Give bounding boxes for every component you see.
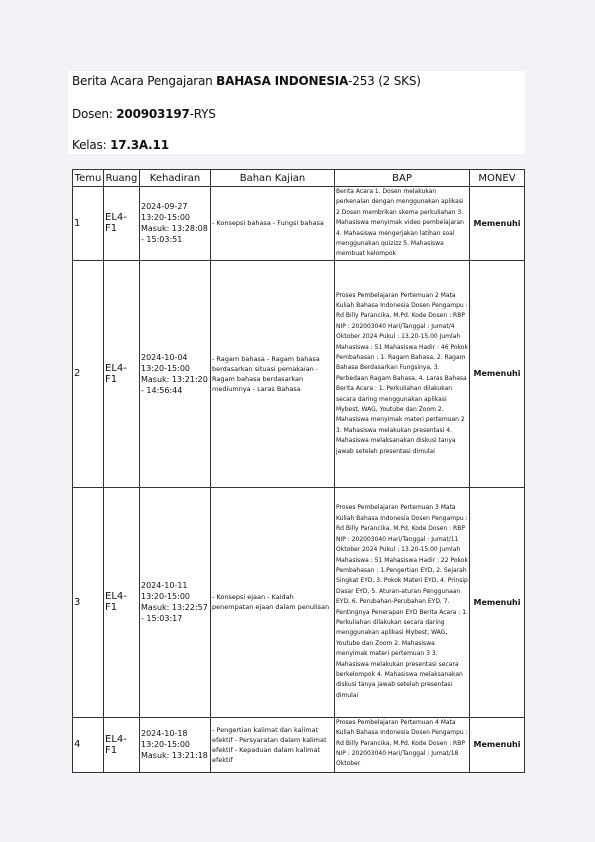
column-header: Ruang — [104, 170, 140, 187]
meeting-number: 4 — [73, 717, 104, 772]
column-header: Kehadiran — [140, 170, 211, 187]
lecturer-code: -RYS — [189, 107, 216, 121]
monev-status: Memenuhi — [470, 187, 525, 261]
lecturer-line — [72, 107, 216, 121]
class-label: Kelas: — [72, 138, 111, 152]
class-line — [72, 138, 169, 152]
course-code: -253 (2 SKS) — [348, 74, 421, 88]
report-text: Proses Pembelajaran Pertemuan 4 Mata Kuliah Bahasa Indonesia Dosen Pengampu : Rd Billy Parancika, M.Pd. Kode Dosen : RBP NIP : 202003040 Hari/Tanggal : Jumat/18 Oktober — [336, 718, 468, 768]
column-header: Bahan Kajian — [211, 170, 335, 187]
column-header: BAP — [335, 170, 470, 187]
study-material: - Konsepsi bahasa - Fungsi bahasa — [211, 187, 335, 261]
monev-status: Memenuhi — [470, 487, 525, 717]
room: EL4-F1 — [104, 717, 140, 772]
table-row — [73, 260, 525, 487]
document-header — [68, 71, 525, 154]
table-header-row — [73, 170, 525, 187]
study-material: - Ragam bahasa - Ragam bahasa berdasarkan situasi pemakaian - Ragam bahasa berdasarkan mediumnya - Laras Bahasa — [211, 260, 335, 487]
table-row — [73, 717, 525, 772]
attendance: 2024-10-11 13:20-15:00 Masuk: 13:22:57 - 15:03:17 — [140, 487, 211, 717]
study-material: - Konsepsi ejaan - Kaidah penempatan ejaan dalam penulisan — [211, 487, 335, 717]
lecturer-label: Dosen: — [72, 107, 117, 121]
teaching-report-table — [72, 169, 525, 773]
room: EL4-F1 — [104, 187, 140, 261]
course-name: BAHASA INDONESIA — [216, 74, 349, 88]
room: EL4-F1 — [104, 260, 140, 487]
meeting-number: 1 — [73, 187, 104, 261]
monev-status: Memenuhi — [470, 260, 525, 487]
report-text: Proses Pembelajaran Pertemuan 3 Mata Kuliah Bahasa Indonesia Dosen Pengampu : Rd Billy Parancika, M.Pd. Kode Dosen : RBP NIP : 202003040 Hari/Tanggal : Jumat/11 Oktober 2024 Pukul : 13.20-15.00 Jumlah Mahasiswa : 51 Mahasiswa Hadir : 22 Pokok Pembahasan : 1.Pengertian EYD, 2. Sejarah Singkat EYD, 3. Pokok Materi EYD, 4. Prinsip Dasar EYD, 5. Aturan-aturan Penggunaan EYD, 6. Perubahan-Perubahan EYD, 7. Pentingnya Penerapan EYD Berita Acara : 1. Perkuliahan dilakukan secara daring menggunakan aplikasi Mybest, WAG, Youtube dan Zoom 2. Mahasiswa menyimak materi pertemuan 3 3. Mahasiswa melakukan presentasi secara berkelompok 4. Mahasiswa melaksanakan diskusi tanya jawab setelah presentasi dimulai — [335, 487, 470, 717]
column-header: MONEV — [470, 170, 525, 187]
report-text: Berita Acara 1. Dosen melakukan perkenalan dengan menggunakan aplikasi 2 Dosen membrikan skema perkuliahan 3. Mahasiswa menyimak video pembelajaran 4. Mahasiswa mengerjakan latihan soal menggunakan quizizz 5. Mahasiswa membuat kelompok — [335, 187, 470, 261]
attendance: 2024-10-18 13:20-15:00 Masuk: 13:21:18 — [140, 717, 211, 772]
report-text-cell — [335, 717, 470, 772]
monev-status: Memenuhi — [470, 717, 525, 772]
attendance: 2024-10-04 13:20-15:00 Masuk: 13:21:20 - 14:56:44 — [140, 260, 211, 487]
lecturer-id: 200903197 — [116, 107, 190, 121]
meeting-number: 2 — [73, 260, 104, 487]
room: EL4-F1 — [104, 487, 140, 717]
study-material: - Pengertian kalimat dan kalimat efektif - Persyaratan dalam kalimat efektif - Kepaduan dalam kalimat efektif — [211, 717, 335, 772]
table-row — [73, 487, 525, 717]
title-prefix: Berita Acara Pengajaran — [72, 74, 217, 88]
class-value: 17.3A.11 — [110, 138, 169, 152]
report-text: Proses Pembelajaran Pertemuan 2 Mata Kuliah Bahasa Indonesia Dosen Pengampu : Rd Billy Parancika, M.Pd. Kode Dosen : RBP NIP : 202003040 Hari/Tanggal : Jumat/4 Oktober 2024 Pukul : 13.20-15.00 Jumlah Mahasiswa : 51 Mahasiswa Hadir : 46 Pokok Pembahasan : 1. Ragam Bahasa, 2. Ragam Bahasa Berdasarkan Fungsinya, 3. Perbedaan Ragam Bahasa, 4. Laras Bahasa Berita Acara : 1. Perkuliahan dilakukan secara daring menggunakan aplikasi Mybest, WAG, Youtube dan Zoom 2. Mahasiswa menyimak materi pertemuan 2 3. Mahasiswa melakukan presentasi 4. Mahasiswa melaksanakan diskusi tanya jawab setelah presentasi dimulai — [335, 260, 470, 487]
attendance: 2024-09-27 13:20-15:00 Masuk: 13:28:08 - 15:03:51 — [140, 187, 211, 261]
column-header: Temu — [73, 170, 104, 187]
document-title — [72, 74, 421, 88]
meeting-number: 3 — [73, 487, 104, 717]
table-row — [73, 187, 525, 261]
